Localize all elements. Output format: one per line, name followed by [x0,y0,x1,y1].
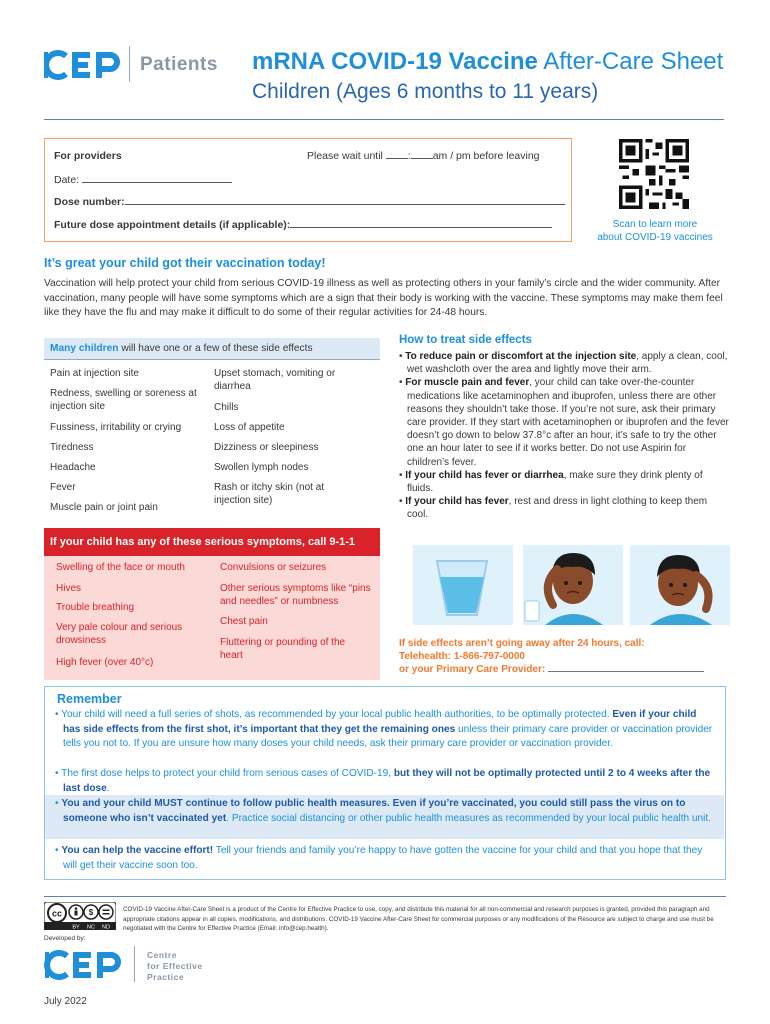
primary-care-line[interactable] [548,664,704,672]
centre-name: Centre for Effective Practice [147,950,203,982]
side-effect-item: Dizziness or sleepiness [214,442,319,453]
side-effect-item: Fever [50,482,76,493]
cc-label-nc: NC [87,924,95,930]
side-effect-item: Headache [50,462,96,473]
publication-date: July 2022 [44,996,87,1007]
treat-item: • To reduce pain or discomfort at the injection site, apply a clean, cool, wet washcloth over the area and lightly move their arm. [399,351,728,376]
license-text: COVID-19 Vaccine After-Care Sheet is a product of the Centre for Effective Practice to use, copy, and distribute this material for all non-commercial and research purposes is granted, provided this paragraph and appropriate citations appear in all copies, modifications, and distributions. COVID-19 Vaccine After-Care Sheet for commercial purposes or any modifications of the Resource are subject to charge and use must be negotiated with the Centre for Effective Practice (Email: info@cep.health). [123,906,714,932]
serious-symptom-item: High fever (over 40°c) [56,657,154,668]
header-divider [129,46,130,82]
remember-item: • Your child will need a full series of shots, as recommended by your local public health authorities, to be optimally protected. Even if your child has side effects from the first shot, it’s important that they get the remaining ones unless their primary care provider or vaccination provider tells you not to. If you are unsure how many doses your child needs, ask their primary care provider or vaccination provider. [55,709,713,749]
cc-label-nd: ND [102,924,110,930]
intro-text: Vaccination will help protect your child from serious COVID-19 illness as well as protecting others in your family’s circle and the wider community. After vaccination, many people will have some symptoms which are a sign that their body is working with the vaccine. These symptoms may make them feel like they have the flu and may make it difficult to do some of their regular activities for 24-48 hours. [44,278,723,318]
side-effect-item: Tiredness [50,442,94,453]
remember-box [44,686,726,880]
remember-item: • You and your child MUST continue to follow public health measures. Even if you’re vaccinated, you could still pass the virus on to someone who isn’t vaccinated yet. Practice social distancing or other public health measures as recommended by your local public health unit. [55,798,711,824]
serious-symptom-item: Convulsions or seizures [220,562,327,573]
footer-rule [44,896,726,897]
remember-heading: Remember [57,692,122,706]
date-line[interactable] [82,174,232,183]
treat-heading: How to treat side effects [399,334,532,346]
child-holding-head-illustration [523,545,623,625]
future-dose-line[interactable] [290,219,552,228]
treat-list [399,350,729,522]
serious-symptoms-header: If your child has any of these serious symptoms, call 9-1-1 [44,528,380,556]
qr-code-icon[interactable] [619,139,689,209]
dose-line[interactable] [125,196,565,205]
wait-hour-line[interactable] [386,150,408,159]
section-label: Patients [140,54,218,75]
cep-logo [44,48,124,82]
side-effect-item: Pain at injection site [50,368,139,379]
date-field: Date: [54,174,232,186]
side-effect-item: Upset stomach, vomiting or diarrhea [214,368,336,392]
serious-symptom-item: Hives [56,583,82,594]
telehealth-number: Telehealth: 1-866-797-0000 [399,651,525,662]
footer-divider [134,946,135,982]
child-wiping-brow-illustration [630,545,730,625]
side-effect-item: Swollen lymph nodes [214,462,309,473]
treat-item: • For muscle pain and fever, your child can take over-the-counter medications like acetaminophen and ibuprofen, unless there are other reasons they shouldn’t take those. If you’re not sure, ask their primary care provider. If they start with acetaminophen or ibuprofen and the fever doesn’t go down to below 37.8°c after an hour, it’s safe to try the other one an hour later to see if it works better. Do not use Aspirin for children’s fever. [399,377,729,468]
cc-by-nc-nd-icon [44,902,116,930]
dose-number-field: Dose number: [54,196,565,208]
wait-minute-line[interactable] [411,150,433,159]
serious-symptom-item: Swelling of the face or mouth [56,562,185,573]
side-effect-item: Chills [214,402,239,413]
page-title: mRNA COVID-19 Vaccine After-Care Sheet [252,48,724,75]
cc-label-by: BY [72,924,80,930]
remember-item: • You can help the vaccine effort! Tell your friends and family you’re happy to have gotten the vaccine for your child and that you hope that they will get their vaccine soon too. [55,845,703,871]
serious-symptom-item: Other serious symptoms like “pins and needles” or numbness [220,583,371,607]
future-dose-field: Future dose appointment details (if applicable): [54,219,552,231]
developed-by-label: Developed by: [44,935,86,942]
serious-symptom-item: Trouble breathing [56,602,135,613]
serious-symptom-item: Fluttering or pounding of the heart [220,637,346,661]
side-effect-item: Loss of appetite [214,422,285,433]
call-instructions: If side effects aren’t going away after 24 hours, call: Telehealth: 1-866-797-0000 or your Primary Care Provider: [399,637,729,676]
serious-symptom-item: Very pale colour and serious drowsiness [56,622,183,646]
side-effect-item: Fussiness, irritability or crying [50,422,182,433]
svg-text:$: $ [88,908,94,917]
side-effects-header: Many children will have one or a few of these side effects [44,338,380,360]
page-subtitle: Children (Ages 6 months to 11 years) [252,80,599,103]
intro-heading: It’s great your child got their vaccination today! [44,256,326,270]
treat-item: • If your child has fever, rest and dress in light clothing to keep them cool. [399,496,708,521]
side-effect-item: Redness, swelling or soreness at injection site [50,388,197,412]
svg-text:cc: cc [51,908,63,919]
header-rule [44,119,724,120]
side-effect-item: Rash or itchy skin (not at injection site) [214,482,325,506]
side-effect-item: Muscle pain or joint pain [50,502,158,513]
for-providers-label: For providers [54,150,122,162]
treat-item: • If your child has fever or diarrhea, make sure they drink plenty of fluids. [399,469,703,495]
qr-caption[interactable]: Scan to learn more about COVID-19 vaccines [597,219,713,243]
cep-footer-logo [44,948,126,982]
wait-until-field: Please wait until : am / pm before leaving [307,150,540,162]
provider-box [44,138,572,242]
serious-symptom-item: Chest pain [220,616,268,627]
water-glass-illustration [413,545,513,625]
remember-item: • The first dose helps to protect your child from serious cases of COVID-19, but they will not be optimally protected until 2 to 4 weeks after the last dose. [55,768,711,794]
